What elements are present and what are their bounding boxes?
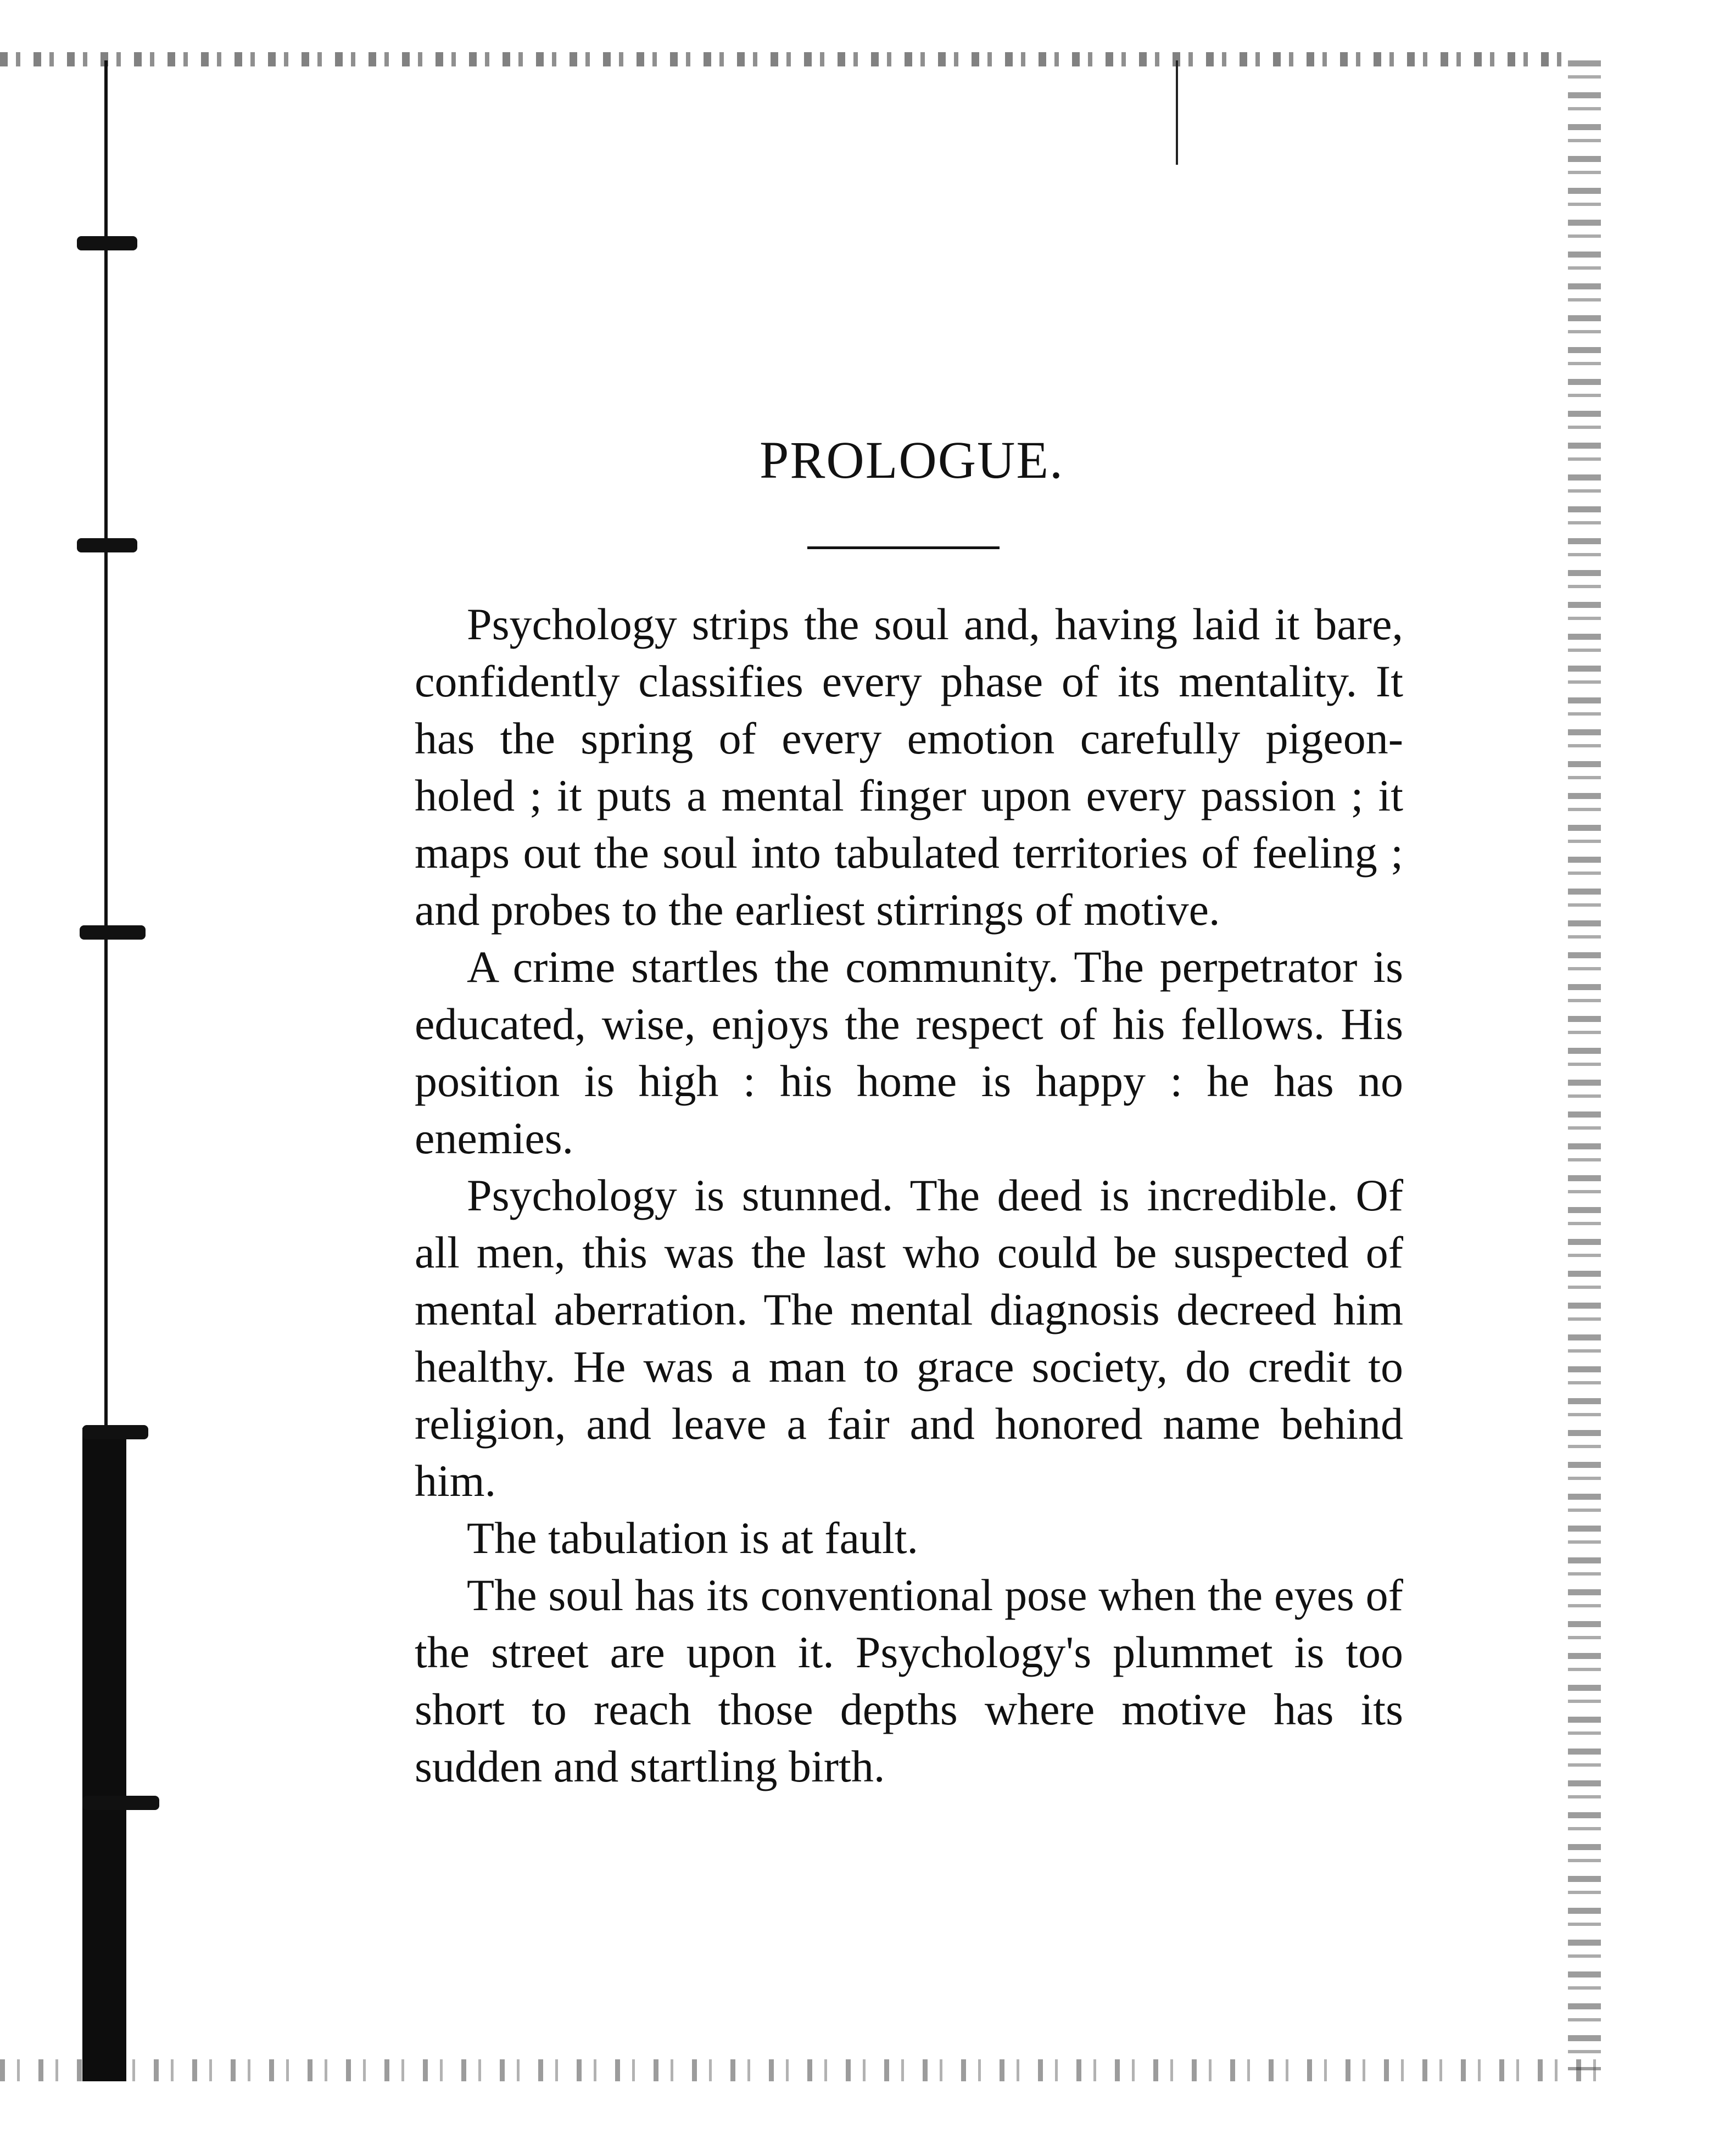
chapter-heading: PROLOGUE. xyxy=(759,431,1064,489)
page-bottom-edge xyxy=(0,2059,1609,2081)
prologue-body xyxy=(415,596,1403,1795)
binding-stitch xyxy=(77,538,137,552)
page-top-edge xyxy=(0,52,1571,66)
binding-stitch xyxy=(77,236,137,250)
binding-gutter-shadow xyxy=(82,1428,126,2081)
heading-rule xyxy=(807,546,1000,549)
paragraph: Psychology is stunned. The deed is incredible. Of all men, this was the last who could be suspected of mental aberration. The mental diagnosis decreed him healthy. He was a man to grace society, do credit to religion, and leave a fair and honored name behind him. xyxy=(415,1170,1403,1506)
binding-stitch xyxy=(82,1796,159,1810)
top-tick-mark xyxy=(1176,60,1178,165)
paragraph: The tabulation is at fault. xyxy=(467,1513,919,1563)
paragraph: A crime startles the community. The perpetrator is educated, wise, enjoys the respect of his fellows. His position is high : his home is happy : he has no enemies. xyxy=(415,942,1403,1163)
binding-stitch xyxy=(80,925,146,940)
paragraph: The soul has its conventional pose when the eyes of the street are upon it. Psychology's plummet is too short to reach those depths where motive has its sudden and startling birth. xyxy=(415,1570,1403,1791)
page-right-edge xyxy=(1568,60,1601,2070)
paragraph: Psychology strips the soul and, having laid it bare, confidently classifies every phase of its mentality. It has the spring of every emotion carefully pigeon-holed ; it puts a mental finger upon every passion ; it maps out the soul into tabulated territories of feeling ; and probes to the earliest stirrings of motive. xyxy=(415,599,1403,935)
binding-stitch xyxy=(82,1425,148,1439)
